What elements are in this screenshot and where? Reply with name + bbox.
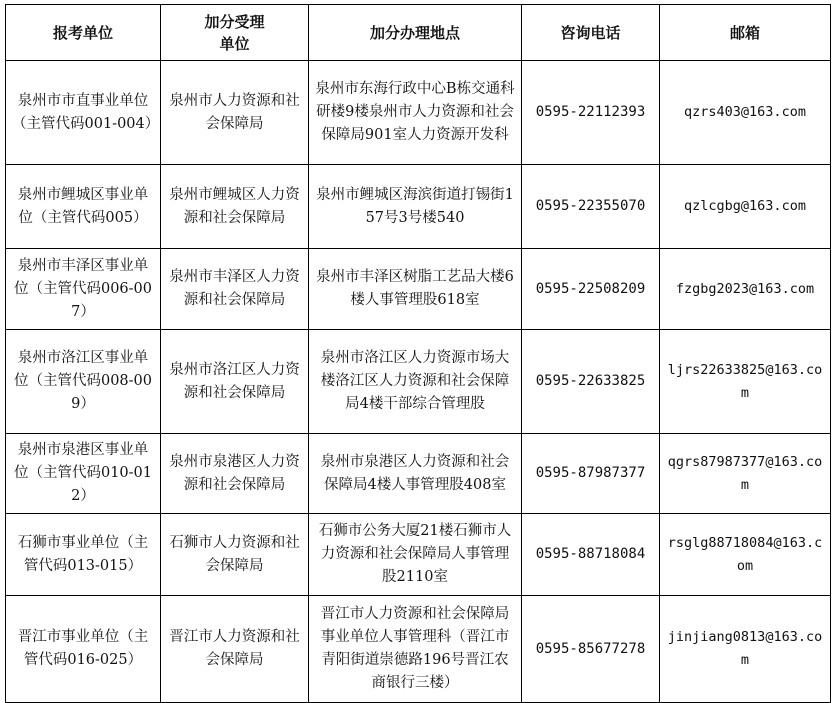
header-row (6, 5, 831, 61)
cell-applying-unit: 泉州市洛江区事业单位（主管代码008-009） (6, 330, 161, 434)
cell-phone: 0595-22355070 (522, 165, 660, 249)
cell-processing-office: 泉州市人力资源和社会保障局 (161, 61, 309, 165)
cell-address: 泉州市泉港区人力资源和社会保障局4楼人事管理股408室 (309, 434, 522, 514)
cell-email: jinjiang0813@163.com (660, 596, 831, 703)
cell-applying-unit: 泉州市丰泽区事业单位（主管代码006-007） (6, 249, 161, 330)
cell-address: 石狮市公务大厦21楼石狮市人力资源和社会保障局人事管理股2110室 (309, 514, 522, 596)
cell-applying-unit: 石狮市事业单位（主管代码013-015） (6, 514, 161, 596)
table-row (6, 596, 831, 703)
cell-phone: 0595-85677278 (522, 596, 660, 703)
cell-phone: 0595-22508209 (522, 249, 660, 330)
cell-email: qgrs87987377@163.com (660, 434, 831, 514)
cell-processing-office: 泉州市洛江区人力资源和社会保障局 (161, 330, 309, 434)
table-row (6, 514, 831, 596)
cell-applying-unit: 泉州市市直事业单位（主管代码001-004） (6, 61, 161, 165)
cell-address: 泉州市东海行政中心B栋交通科研楼9楼泉州市人力资源和社会保障局901室人力资源开发科 (309, 61, 522, 165)
cell-phone: 0595-22112393 (522, 61, 660, 165)
cell-processing-office: 泉州市泉港区人力资源和社会保障局 (161, 434, 309, 514)
header-address: 加分办理地点 (309, 5, 522, 61)
cell-email: qzlcgbg@163.com (660, 165, 831, 249)
cell-phone: 0595-22633825 (522, 330, 660, 434)
cell-processing-office: 晋江市人力资源和社会保障局 (161, 596, 309, 703)
header-applying-unit: 报考单位 (6, 5, 161, 61)
cell-address: 泉州市丰泽区树脂工艺品大楼6楼人事管理股618室 (309, 249, 522, 330)
table-row (6, 330, 831, 434)
header-processing-office: 加分受理 单位 (161, 5, 309, 61)
cell-email: ljrs22633825@163.com (660, 330, 831, 434)
header-email: 邮箱 (660, 5, 831, 61)
cell-email: qzrs403@163.com (660, 61, 831, 165)
cell-email: fzgbg2023@163.com (660, 249, 831, 330)
bonus-points-contact-table (5, 4, 831, 703)
table-row (6, 165, 831, 249)
table-row (6, 434, 831, 514)
cell-processing-office: 泉州市丰泽区人力资源和社会保障局 (161, 249, 309, 330)
header-phone: 咨询电话 (522, 5, 660, 61)
table-row (6, 249, 831, 330)
cell-address: 晋江市人力资源和社会保障局事业单位人事管理科（晋江市青阳街道崇德路196号晋江农商银行三楼） (309, 596, 522, 703)
cell-applying-unit: 泉州市鲤城区事业单位（主管代码005） (6, 165, 161, 249)
cell-phone: 0595-88718084 (522, 514, 660, 596)
cell-address: 泉州市洛江区人力资源市场大楼洛江区人力资源和社会保障局4楼干部综合管理股 (309, 330, 522, 434)
cell-email: rsglg88718084@163.com (660, 514, 831, 596)
cell-address: 泉州市鲤城区海滨街道打锡街157号3号楼540 (309, 165, 522, 249)
cell-applying-unit: 泉州市泉港区事业单位（主管代码010-012） (6, 434, 161, 514)
cell-processing-office: 石狮市人力资源和社会保障局 (161, 514, 309, 596)
cell-applying-unit: 晋江市事业单位（主管代码016-025） (6, 596, 161, 703)
cell-phone: 0595-87987377 (522, 434, 660, 514)
table-row (6, 61, 831, 165)
cell-processing-office: 泉州市鲤城区人力资源和社会保障局 (161, 165, 309, 249)
